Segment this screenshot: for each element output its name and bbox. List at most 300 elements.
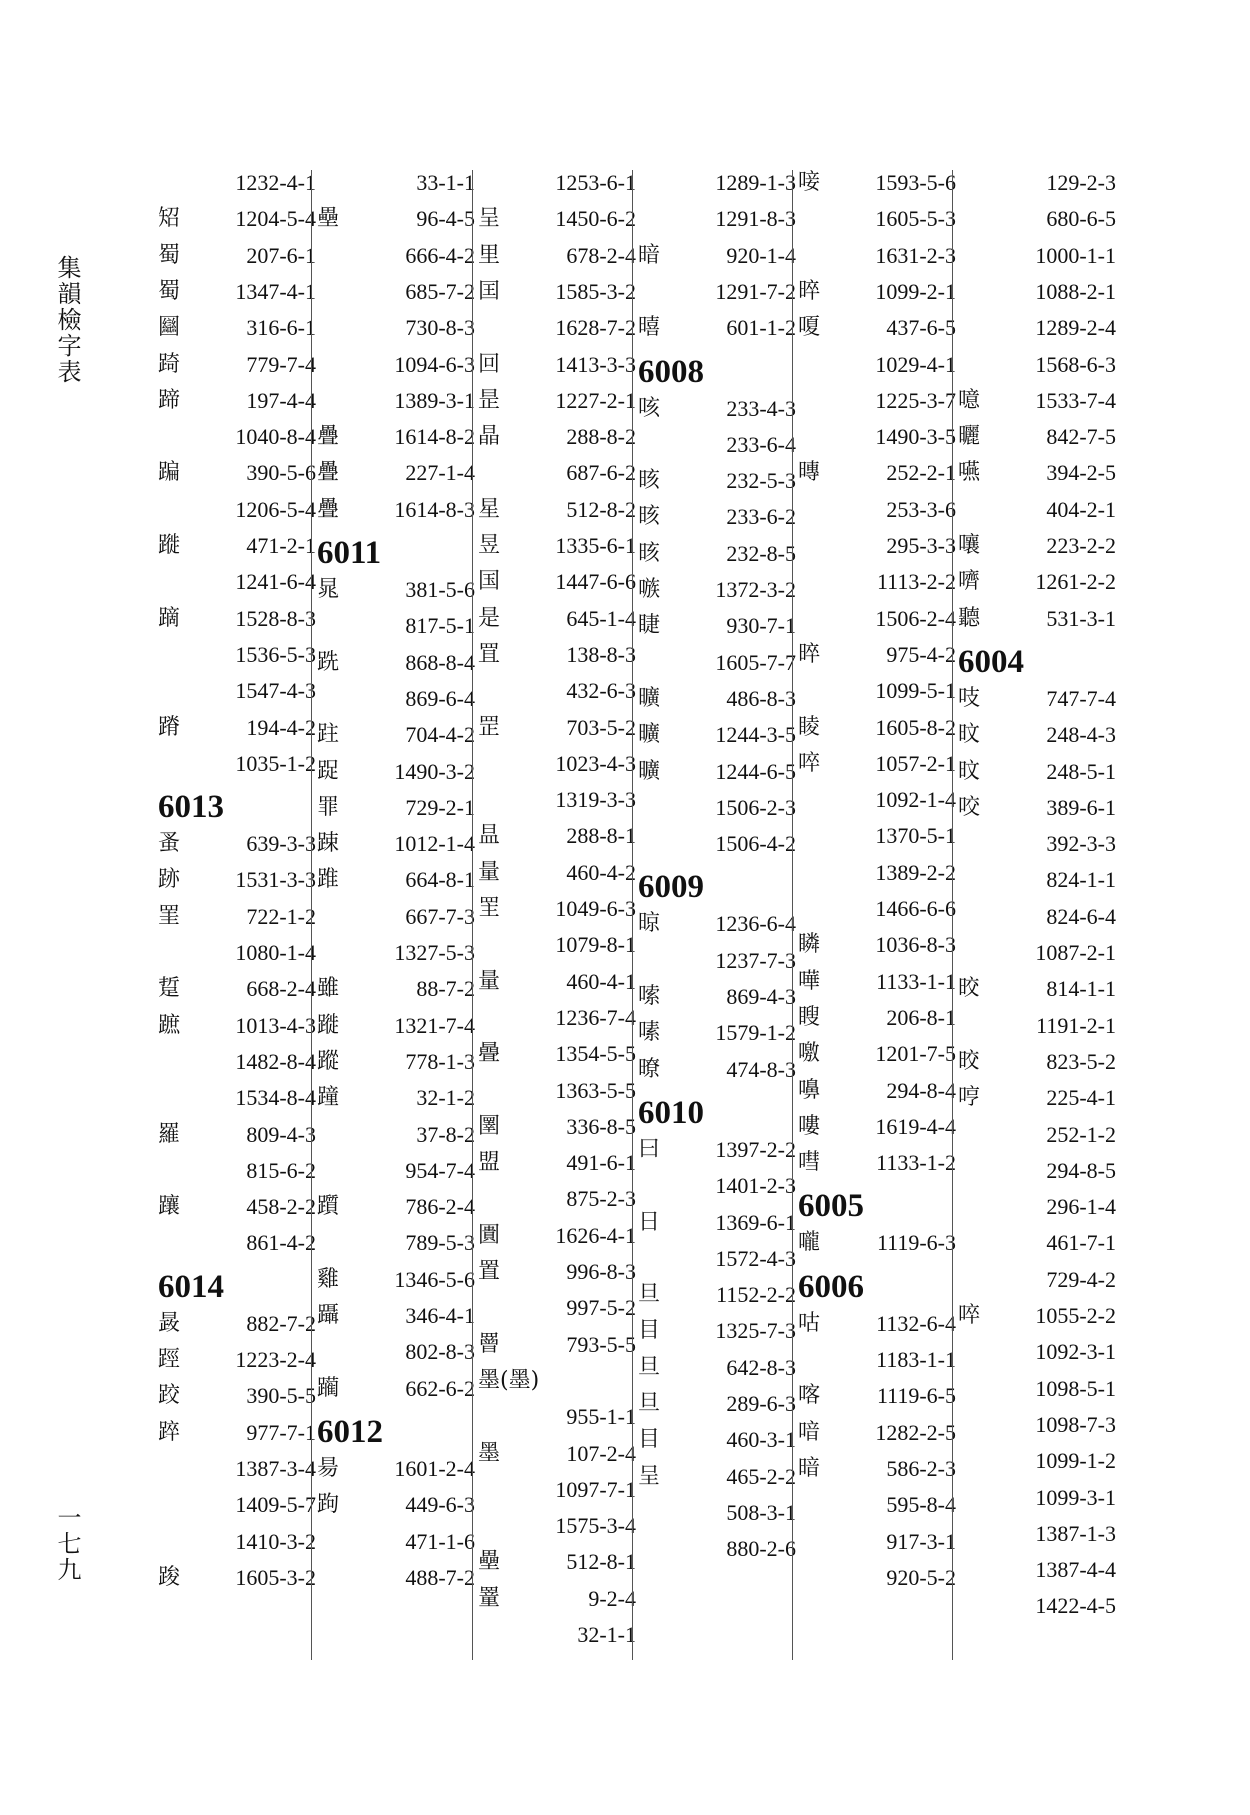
index-entry: [315, 1563, 475, 1593]
index-entry: [956, 757, 1116, 787]
entry-character: 睫: [638, 613, 661, 639]
entry-character: 睖: [798, 714, 821, 740]
entry-reference: 1346-5-6: [394, 1266, 475, 1292]
entry-reference: 1132-6-4: [876, 1310, 956, 1336]
entry-reference: 786-2-4: [405, 1194, 475, 1220]
entry-reference: 815-6-2: [246, 1157, 316, 1183]
index-entry: [796, 821, 956, 851]
entry-reference: 814-1-1: [1046, 976, 1116, 1002]
entry-character: 蹤: [317, 1048, 340, 1074]
index-entry: [156, 1192, 316, 1222]
index-entry: [636, 466, 796, 496]
entry-reference: 1289-1-3: [715, 170, 796, 195]
entry-character: 晈: [958, 976, 981, 1002]
index-entry: [476, 1439, 636, 1469]
entry-reference: 32-1-1: [577, 1622, 636, 1647]
entry-character: 躓: [317, 1194, 340, 1220]
index-entry: [476, 640, 636, 670]
index-entry: [956, 1047, 1116, 1077]
entry-reference: 1099-5-1: [875, 678, 956, 704]
entry-reference: 508-3-1: [726, 1499, 796, 1525]
index-entry: [636, 829, 796, 859]
index-entry: [956, 684, 1116, 714]
entry-character: 囯: [478, 278, 501, 304]
index-entry: [315, 204, 475, 234]
index-entry: [476, 241, 636, 271]
index-entry: [476, 858, 636, 888]
entry-character: 罣: [158, 903, 181, 929]
index-entry: [156, 204, 316, 234]
entry-reference: 225-4-1: [1046, 1085, 1116, 1111]
index-entry: [315, 1527, 475, 1557]
index-entry: [956, 531, 1116, 561]
index-entry: [156, 604, 316, 634]
entry-reference: 233-4-3: [726, 395, 796, 421]
entry-reference: 1291-8-3: [715, 206, 796, 232]
index-entry: [156, 567, 316, 597]
entry-reference: 1291-7-2: [715, 278, 796, 304]
section-heading: 6005: [798, 1188, 864, 1225]
entry-character: 里: [478, 242, 501, 268]
entry-reference: 491-6-1: [566, 1150, 636, 1176]
index-entry: [796, 785, 956, 815]
entry-character: 是: [478, 605, 501, 631]
index-entry: [956, 604, 1116, 634]
entry-reference: 1605-3-2: [235, 1564, 316, 1590]
index-entry: [315, 1265, 475, 1295]
entry-character: 壘: [478, 1549, 501, 1575]
entry-reference: 1206-5-4: [235, 496, 316, 522]
entry-reference: 1422-4-5: [1035, 1593, 1116, 1619]
entry-reference: 1236-7-4: [555, 1004, 636, 1030]
index-entry: [956, 938, 1116, 968]
index-entry: [476, 495, 636, 525]
entry-character: 躡: [317, 1303, 340, 1328]
index-entry: [156, 1156, 316, 1186]
index-entry: [956, 204, 1116, 234]
index-entry: [315, 1490, 475, 1520]
entry-reference: 1547-4-3: [235, 678, 316, 704]
page-number: 一七九: [53, 1505, 81, 1583]
index-entry: [315, 495, 475, 525]
entry-reference: 1319-3-3: [555, 787, 636, 813]
entry-character: 嚌: [958, 569, 981, 595]
entry-reference: 1097-7-1: [555, 1476, 636, 1502]
index-entry: [956, 1374, 1116, 1404]
entry-reference: 1628-7-2: [555, 315, 636, 341]
entry-reference: 460-3-1: [726, 1427, 796, 1453]
entry-reference: 842-7-5: [1046, 424, 1116, 450]
entry-reference: 730-8-3: [405, 315, 475, 341]
entry-character: 置: [478, 1259, 501, 1284]
entry-reference: 824-6-4: [1046, 903, 1116, 929]
section-heading: 6014: [158, 1268, 224, 1305]
index-entry: [315, 648, 475, 678]
index-entry: [476, 1003, 636, 1033]
index-entry: [636, 539, 796, 569]
entry-character: 疊: [317, 460, 340, 486]
entry-reference: 390-5-6: [246, 460, 316, 486]
entry-character: 啐: [958, 1303, 981, 1328]
index-entry: [956, 1483, 1116, 1513]
entry-character: 嗾: [638, 577, 661, 602]
entry-reference: 809-4-3: [246, 1121, 316, 1147]
entry-reference: 1092-3-1: [1035, 1339, 1116, 1365]
entry-reference: 824-1-1: [1046, 867, 1116, 893]
index-entry: [636, 909, 796, 939]
entry-reference: 1575-3-4: [555, 1513, 636, 1539]
entry-character: 咬: [958, 794, 981, 820]
index-entry: [956, 168, 1116, 198]
entry-reference: 461-7-1: [1046, 1230, 1116, 1256]
index-entry: [796, 1418, 956, 1448]
index-entry: [476, 1076, 636, 1106]
index-entry: [156, 1011, 316, 1041]
index-entry: [156, 313, 316, 343]
entry-reference: 664-8-1: [405, 867, 475, 893]
entry-reference: 1614-8-3: [394, 496, 475, 522]
index-entry: [156, 938, 316, 968]
entry-reference: 197-4-4: [246, 387, 316, 413]
index-entry: [315, 1047, 475, 1077]
entry-character: 跔: [317, 1492, 340, 1518]
entry-reference: 642-8-3: [726, 1354, 796, 1380]
entry-character: 旼: [958, 758, 981, 784]
index-entry: [156, 531, 316, 561]
index-entry: [796, 930, 956, 960]
entry-reference: 1387-3-4: [235, 1455, 316, 1481]
index-entry: [476, 1511, 636, 1541]
entry-character: 躟: [158, 1194, 181, 1220]
entry-reference: 394-2-5: [1046, 460, 1116, 486]
entry-reference: 232-5-3: [726, 468, 796, 494]
entry-character: 罿: [478, 1585, 501, 1611]
entry-character: 踁: [158, 1347, 181, 1372]
index-entry: [636, 1462, 796, 1492]
index-entry: [956, 1337, 1116, 1367]
entry-reference: 1401-2-3: [715, 1173, 796, 1199]
entry-character: 嚊: [798, 1077, 821, 1103]
index-entry: [156, 168, 316, 198]
entry-character: 旦: [638, 1354, 661, 1380]
entry-character: 圚: [478, 1222, 501, 1248]
index-entry: [796, 204, 956, 234]
index-entry: [956, 1519, 1116, 1549]
index-entry: [636, 1055, 796, 1085]
index-entry: [156, 241, 316, 271]
index-entry: [636, 277, 796, 307]
index-entry: [476, 1620, 636, 1650]
entry-reference: 1354-5-5: [555, 1041, 636, 1067]
index-entry: [315, 793, 475, 823]
entry-character: 跓: [317, 722, 340, 748]
entry-character: 罜: [478, 896, 501, 921]
index-entry: [796, 458, 956, 488]
entry-reference: 1099-1-2: [1035, 1448, 1116, 1474]
entry-reference: 1506-4-2: [715, 831, 796, 857]
index-entry: [476, 821, 636, 851]
index-entry: [315, 720, 475, 750]
entry-reference: 1098-7-3: [1035, 1411, 1116, 1437]
entry-character: 墨(墨): [478, 1367, 540, 1393]
index-entry: [796, 531, 956, 561]
entry-reference: 1466-6-6: [875, 896, 956, 921]
index-entry: [956, 902, 1116, 932]
index-entry: [636, 575, 796, 605]
index-column-5: [796, 168, 956, 1668]
entry-reference: 1092-1-4: [875, 787, 956, 813]
entry-reference: 955-1-1: [566, 1404, 636, 1430]
index-entry: [156, 1345, 316, 1375]
entry-character: 踀: [317, 758, 340, 784]
entry-reference: 1387-1-3: [1035, 1520, 1116, 1546]
entry-character: 量: [478, 968, 501, 994]
entry-reference: 1119-6-5: [876, 1383, 956, 1409]
entry-reference: 9-2-4: [588, 1585, 636, 1611]
entry-character: 墨: [478, 1440, 501, 1466]
entry-character: 圝: [158, 315, 181, 341]
section-heading: 6006: [798, 1268, 864, 1305]
index-entry: [476, 350, 636, 380]
entry-reference: 1000-1-1: [1035, 242, 1116, 268]
entry-character: 嘒: [798, 1150, 821, 1176]
entry-character: 嗦: [638, 984, 661, 1009]
index-entry: [156, 386, 316, 416]
index-entry: [156, 676, 316, 706]
entry-reference: 1289-2-4: [1035, 315, 1116, 341]
entry-reference: 392-3-3: [1046, 831, 1116, 857]
entry-reference: 1506-2-3: [715, 794, 796, 820]
index-entry: [476, 1366, 636, 1396]
entry-reference: 437-6-5: [886, 315, 956, 341]
index-entry: [315, 168, 475, 198]
index-entry: [476, 967, 636, 997]
entry-reference: 1241-6-4: [235, 569, 316, 595]
index-entry: [156, 495, 316, 525]
entry-reference: 1049-6-3: [555, 896, 636, 921]
entry-character: 啐: [798, 750, 821, 776]
index-entry: [796, 676, 956, 706]
index-entry: [156, 1381, 316, 1411]
entry-reference: 747-7-4: [1046, 685, 1116, 711]
entry-character: 壘: [317, 206, 340, 232]
entry-reference: 975-4-2: [886, 641, 956, 667]
entry-character: 蹄: [158, 387, 181, 413]
entry-reference: 882-7-2: [246, 1310, 316, 1336]
entry-reference: 1387-4-4: [1035, 1557, 1116, 1583]
entry-reference: 1536-5-3: [235, 641, 316, 667]
index-entry: [156, 1228, 316, 1258]
entry-reference: 667-7-3: [405, 903, 475, 929]
index-entry: [636, 757, 796, 787]
index-entry: [636, 168, 796, 198]
index-entry: [156, 1418, 316, 1448]
index-entry: [156, 749, 316, 779]
entry-reference: 1447-6-6: [555, 569, 636, 595]
index-entry: [156, 902, 316, 932]
index-entry: [796, 386, 956, 416]
index-entry: [796, 749, 956, 779]
entry-character: 蹠: [158, 1012, 181, 1038]
index-entry: [476, 894, 636, 924]
index-entry: [956, 1156, 1116, 1186]
index-entry: [796, 168, 956, 198]
entry-character: 晈: [958, 1048, 981, 1074]
entry-character: 雞: [317, 1266, 340, 1292]
entry-reference: 1585-3-2: [555, 278, 636, 304]
index-entry: [476, 313, 636, 343]
index-entry: [315, 1156, 475, 1186]
index-entry: [636, 648, 796, 678]
entry-reference: 1605-7-7: [715, 649, 796, 675]
entry-reference: 33-1-1: [416, 170, 475, 195]
index-entry: [315, 1301, 475, 1331]
entry-reference: 1410-3-2: [235, 1528, 316, 1554]
index-entry: [956, 422, 1116, 452]
index-entry: [796, 1527, 956, 1557]
entry-character: 踤: [158, 1419, 181, 1445]
entry-character: 嚨: [798, 1230, 821, 1256]
entry-reference: 1098-5-1: [1035, 1375, 1116, 1401]
entry-reference: 289-6-3: [726, 1391, 796, 1416]
entry-reference: 295-3-3: [886, 533, 956, 558]
index-entry: [956, 241, 1116, 271]
column-divider: [311, 170, 312, 1660]
index-entry: [636, 204, 796, 234]
entry-reference: 233-6-4: [726, 431, 796, 457]
index-entry: [636, 241, 796, 271]
index-entry: [636, 1353, 796, 1383]
entry-reference: 206-8-1: [886, 1004, 956, 1030]
entry-reference: 1631-2-3: [875, 242, 956, 268]
index-entry: [476, 531, 636, 561]
entry-reference: 458-2-2: [246, 1194, 316, 1220]
entry-reference: 1012-1-4: [394, 831, 475, 857]
entry-character: 踓: [317, 867, 340, 893]
entry-reference: 1321-7-4: [394, 1012, 475, 1038]
index-entry: [156, 1120, 316, 1150]
entry-reference: 1237-7-3: [715, 947, 796, 973]
index-entry: [636, 1208, 796, 1238]
index-column-1: [156, 168, 316, 1668]
index-entry: [636, 502, 796, 532]
entry-reference: 432-6-3: [566, 678, 636, 704]
index-entry: [476, 1475, 636, 1505]
entry-character: 曠: [638, 722, 661, 748]
index-entry: [476, 930, 636, 960]
entry-character: 曰: [638, 1136, 661, 1162]
index-entry: [156, 865, 316, 895]
column-divider: [792, 170, 793, 1660]
index-entry: [956, 350, 1116, 380]
entry-character: 踆: [158, 1564, 181, 1590]
entry-reference: 32-1-2: [416, 1085, 475, 1111]
index-entry: [315, 277, 475, 307]
entry-reference: 1191-2-1: [1036, 1012, 1116, 1038]
index-entry: [956, 1301, 1116, 1331]
entry-character: 盟: [478, 1150, 501, 1176]
entry-reference: 869-4-3: [726, 984, 796, 1009]
index-entry: [476, 386, 636, 416]
entry-reference: 465-2-2: [726, 1463, 796, 1489]
entry-reference: 488-7-2: [405, 1564, 475, 1590]
entry-character: 跡: [158, 867, 181, 893]
entry-character: 呈: [478, 206, 501, 232]
index-entry: [796, 1003, 956, 1033]
index-entry: [476, 277, 636, 307]
entry-reference: 381-5-6: [405, 577, 475, 602]
section-heading: 6009: [638, 869, 704, 906]
entry-reference: 486-8-3: [726, 685, 796, 711]
index-entry: [315, 865, 475, 895]
entry-reference: 1055-2-2: [1035, 1303, 1116, 1328]
entry-character: 蹱: [317, 1085, 340, 1111]
entry-character: 昷: [478, 823, 501, 849]
entry-character: 日: [638, 1209, 661, 1235]
entry-reference: 875-2-3: [566, 1186, 636, 1212]
index-entry: [796, 1345, 956, 1375]
index-entry: [156, 1083, 316, 1113]
index-entry: [156, 458, 316, 488]
index-entry: [796, 604, 956, 634]
entry-reference: 232-8-5: [726, 540, 796, 566]
entry-reference: 1232-4-1: [235, 170, 316, 195]
entry-reference: 1347-4-1: [235, 278, 316, 304]
entry-character: 星: [478, 496, 501, 522]
entry-character: 喀: [798, 1383, 821, 1409]
index-entry: [796, 1490, 956, 1520]
entry-reference: 194-4-2: [246, 714, 316, 740]
entry-reference: 107-2-4: [566, 1440, 636, 1466]
entry-character: 曠: [638, 758, 661, 784]
index-entry: [476, 785, 636, 815]
section-heading: 6010: [638, 1094, 704, 1131]
entry-reference: 389-6-1: [1046, 794, 1116, 820]
entry-character: 暿: [638, 315, 661, 341]
entry-reference: 1223-2-4: [235, 1347, 316, 1372]
entry-reference: 662-6-2: [405, 1375, 475, 1401]
index-entry: [476, 749, 636, 779]
entry-reference: 460-4-1: [566, 968, 636, 994]
entry-reference: 1133-1-2: [876, 1150, 956, 1176]
entry-reference: 668-2-4: [246, 976, 316, 1002]
entry-reference: 37-8-2: [416, 1121, 475, 1147]
index-entry: [156, 1527, 316, 1557]
entry-reference: 1605-5-3: [875, 206, 956, 232]
index-entry: [956, 1011, 1116, 1041]
index-entry: [796, 1076, 956, 1106]
index-entry: [796, 1039, 956, 1069]
entry-character: 喑: [798, 1419, 821, 1445]
entry-reference: 920-5-2: [886, 1564, 956, 1590]
entry-reference: 639-3-3: [246, 831, 316, 857]
index-entry: [796, 967, 956, 997]
index-entry: [476, 1148, 636, 1178]
index-entry: [156, 1563, 316, 1593]
index-entry: [796, 495, 956, 525]
entry-reference: 1079-8-1: [555, 932, 636, 958]
entry-reference: 1490-3-2: [394, 758, 475, 784]
entry-reference: 778-1-3: [405, 1048, 475, 1074]
entry-character: 罝: [478, 641, 501, 667]
entry-character: 曡: [478, 1041, 501, 1067]
entry-character: 罡: [478, 714, 501, 740]
entry-reference: 1531-3-3: [235, 867, 316, 893]
entry-reference: 920-1-4: [726, 242, 796, 268]
entry-reference: 233-6-2: [726, 504, 796, 530]
entry-reference: 1335-6-1: [555, 533, 636, 558]
entry-reference: 1099-2-1: [875, 278, 956, 304]
